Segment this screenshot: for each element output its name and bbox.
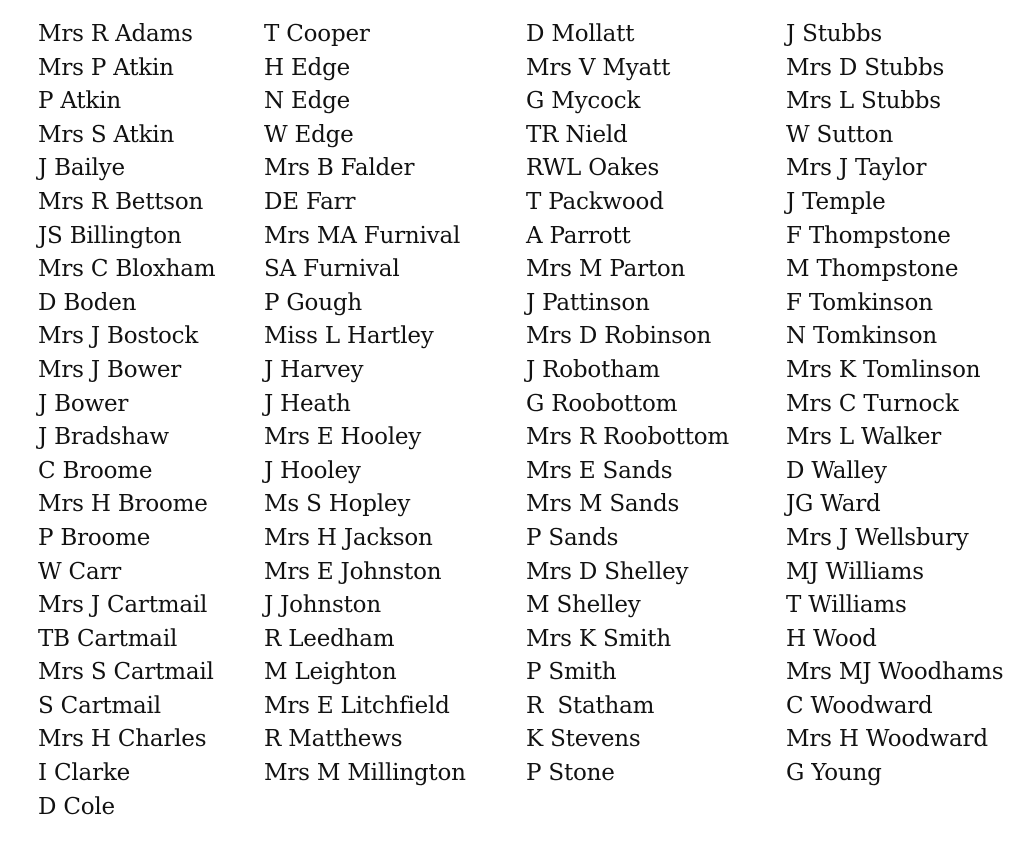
name-entry: K Stevens bbox=[526, 726, 641, 753]
name-entry: M Leighton bbox=[264, 659, 397, 686]
name-entry: J Heath bbox=[264, 390, 351, 417]
name-entry: JG Ward bbox=[786, 491, 881, 518]
name-entry: P Stone bbox=[526, 760, 615, 787]
name-entry: Mrs R Bettson bbox=[38, 188, 204, 215]
name-entry: Ms S Hopley bbox=[264, 491, 411, 518]
name-entry: S Cartmail bbox=[38, 692, 161, 719]
name-entry: W Carr bbox=[38, 558, 122, 585]
name-entry: J Hooley bbox=[264, 457, 361, 484]
name-entry: Mrs J Taylor bbox=[786, 155, 927, 182]
name-entry: P Gough bbox=[264, 289, 362, 316]
name-entry: Mrs K Smith bbox=[526, 625, 671, 652]
name-entry: Mrs E Hooley bbox=[264, 424, 422, 451]
name-entry: Mrs D Robinson bbox=[526, 323, 712, 350]
name-entry: Mrs M Parton bbox=[526, 256, 686, 283]
name-entry: G Roobottom bbox=[526, 390, 678, 417]
name-entry: J Bower bbox=[38, 390, 129, 417]
name-entry: H Edge bbox=[264, 54, 351, 81]
name-entry: Mrs MJ Woodhams bbox=[786, 659, 1004, 686]
name-entry: Mrs MA Furnival bbox=[264, 222, 461, 249]
name-entry: Mrs B Falder bbox=[264, 155, 415, 182]
name-entry: Mrs E Johnston bbox=[264, 558, 442, 585]
name-entry: P Sands bbox=[526, 524, 619, 551]
name-entry: J Temple bbox=[786, 188, 886, 215]
name-entry: F Tomkinson bbox=[786, 289, 933, 316]
name-entry: G Mycock bbox=[526, 88, 641, 115]
name-entry: P Smith bbox=[526, 659, 617, 686]
name-entry: J Harvey bbox=[264, 356, 364, 383]
name-entry: JS Billington bbox=[38, 222, 182, 249]
name-entry: C Woodward bbox=[786, 692, 933, 719]
name-entry: Mrs R Adams bbox=[38, 21, 193, 47]
name-entry: W Sutton bbox=[786, 121, 894, 148]
name-entry: Mrs R Roobottom bbox=[526, 424, 730, 451]
name-entry: P Atkin bbox=[38, 88, 121, 115]
name-entry: J Bradshaw bbox=[38, 424, 169, 451]
name-entry: M Thompstone bbox=[786, 256, 959, 283]
name-entry: P Broome bbox=[38, 524, 151, 551]
name-entry: Mrs C Turnock bbox=[786, 390, 959, 417]
name-entry: Mrs S Atkin bbox=[38, 121, 175, 148]
name-entry: Mrs J Cartmail bbox=[38, 592, 208, 619]
name-entry: Miss L Hartley bbox=[264, 323, 434, 350]
name-entry: Mrs M Millington bbox=[264, 760, 466, 787]
name-entry: Mrs E Sands bbox=[526, 457, 673, 484]
name-entry: M Shelley bbox=[526, 592, 641, 619]
name-entry: T Cooper bbox=[264, 21, 370, 47]
name-entry: H Wood bbox=[786, 625, 877, 652]
name-entry: Mrs H Charles bbox=[38, 726, 207, 753]
name-entry: D Walley bbox=[786, 457, 887, 484]
name-entry: R Statham bbox=[526, 692, 655, 719]
name-entry: F Thompstone bbox=[786, 222, 951, 249]
name-column-1 bbox=[38, 18, 215, 824]
name-entry: RWL Oakes bbox=[526, 155, 660, 182]
name-entry: Mrs C Bloxham bbox=[38, 256, 216, 283]
name-entry: D Cole bbox=[38, 793, 115, 820]
name-entry: J Bailye bbox=[38, 155, 125, 182]
name-column-2 bbox=[264, 18, 466, 791]
name-column-4 bbox=[786, 18, 1003, 791]
name-entry: D Mollatt bbox=[526, 21, 635, 47]
name-entry: Mrs E Litchfield bbox=[264, 692, 450, 719]
name-entry: Mrs H Woodward bbox=[786, 726, 988, 753]
name-column-3 bbox=[526, 18, 729, 791]
name-entry: DE Farr bbox=[264, 188, 356, 215]
name-entry: D Boden bbox=[38, 289, 137, 316]
name-entry: Mrs J Wellsbury bbox=[786, 524, 969, 551]
name-entry: Mrs M Sands bbox=[526, 491, 680, 518]
name-entry: MJ Williams bbox=[786, 558, 924, 585]
name-entry: J Robotham bbox=[526, 356, 660, 383]
name-entry: Mrs L Stubbs bbox=[786, 88, 941, 115]
name-entry: Mrs S Cartmail bbox=[38, 659, 214, 686]
name-entry: Mrs D Shelley bbox=[526, 558, 689, 585]
name-entry: A Parrott bbox=[526, 222, 631, 249]
name-entry: J Stubbs bbox=[786, 21, 882, 47]
name-entry: Mrs H Broome bbox=[38, 491, 208, 518]
name-entry: N Edge bbox=[264, 88, 351, 115]
name-entry: N Tomkinson bbox=[786, 323, 938, 350]
name-entry: Mrs P Atkin bbox=[38, 54, 174, 81]
name-entry: G Young bbox=[786, 760, 882, 787]
name-entry: Mrs V Myatt bbox=[526, 54, 671, 81]
name-entry: W Edge bbox=[264, 121, 354, 148]
name-entry: T Williams bbox=[786, 592, 907, 619]
name-entry: Mrs H Jackson bbox=[264, 524, 433, 551]
name-entry: J Pattinson bbox=[526, 289, 650, 316]
name-entry: C Broome bbox=[38, 457, 153, 484]
name-entry: J Johnston bbox=[264, 592, 381, 619]
name-entry: Mrs D Stubbs bbox=[786, 54, 945, 81]
name-entry: TB Cartmail bbox=[38, 625, 178, 652]
name-entry: Mrs J Bower bbox=[38, 356, 182, 383]
name-entry: R Leedham bbox=[264, 625, 395, 652]
name-entry: SA Furnival bbox=[264, 256, 400, 283]
name-entry: TR Nield bbox=[526, 121, 628, 148]
name-entry: R Matthews bbox=[264, 726, 403, 753]
name-entry: Mrs J Bostock bbox=[38, 323, 199, 350]
name-entry: Mrs K Tomlinson bbox=[786, 356, 981, 383]
name-entry: Mrs L Walker bbox=[786, 424, 942, 451]
name-entry: I Clarke bbox=[38, 760, 131, 787]
name-entry: T Packwood bbox=[526, 188, 664, 215]
